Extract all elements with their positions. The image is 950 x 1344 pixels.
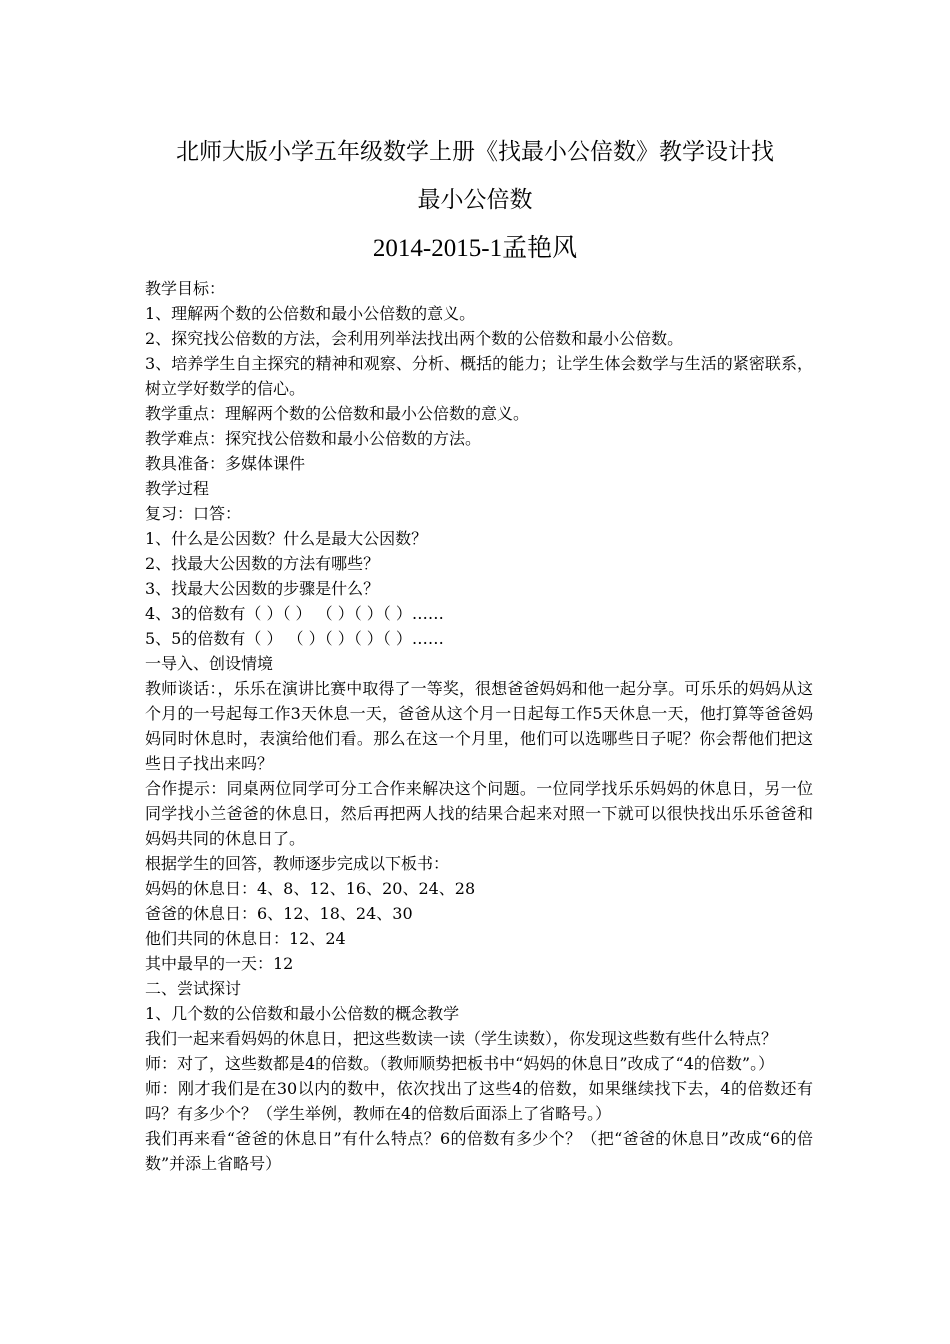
paragraph-teacher-talk: 教师谈话：，乐乐在演讲比赛中取得了一等奖，很想爸爸妈妈和他一起分享。可乐乐的妈妈从这个月的一号起每工作3天休息一天，爸爸从这个月一日起每工作5天休息一天，他打算等爸爸妈妈同时休息时，表演给他们看。那么在这一个月里，他们可以选哪些日子呢？你会帮他们把这些日子找出来吗？ <box>145 679 813 773</box>
paragraph-materials: 教具准备：多媒体课件 <box>145 454 306 473</box>
document-body <box>145 276 813 1176</box>
paragraph-goal-2: 2、探究找公倍数的方法，会利用列举法找出两个数的公倍数和最小公倍数。 <box>145 329 684 348</box>
paragraph-concept-heading: 1、几个数的公倍数和最小公倍数的概念教学 <box>145 1004 460 1023</box>
paragraph-review-q1: 1、什么是公因数？什么是最大公因数？ <box>145 529 428 548</box>
paragraph-review-q5: 5、5的倍数有（ ） （ ）（ ）（ ）（ ）…… <box>145 629 444 648</box>
paragraph-read-numbers: 我们一起来看妈妈的休息日，把这些数读一读（学生读数），你发现这些数有些什么特点？ <box>145 1029 778 1048</box>
paragraph-review-heading: 复习：口答： <box>145 504 242 523</box>
paragraph-continue-finding: 师：刚才我们是在30以内的数中，依次找出了这些4的倍数，如果继续找下去，4的倍数还有吗？有多少个？（学生举例，教师在4的倍数后面添上了省略号。） <box>145 1079 813 1123</box>
document-title-line-2: 最小公倍数 <box>417 187 533 213</box>
paragraph-difficulty: 教学难点：探究找公倍数和最小公倍数的方法。 <box>145 429 482 448</box>
paragraph-review-q4: 4、3的倍数有（ ）（ ） （ ）（ ）（ ）…… <box>145 604 444 623</box>
paragraph-process-heading: 教学过程 <box>145 479 210 498</box>
document-subtitle: 2014-2015-1孟艳风 <box>372 235 578 262</box>
paragraph-common-rest-days: 他们共同的休息日：12、24 <box>145 929 346 948</box>
paragraph-goal-1: 1、理解两个数的公倍数和最小公倍数的意义。 <box>145 304 476 323</box>
paragraph-mom-rest-days: 妈妈的休息日：4、8、12、16、20、24、28 <box>145 879 476 898</box>
paragraph-earliest-day: 其中最早的一天：12 <box>145 954 294 973</box>
paragraph-dad-rest-days: 爸爸的休息日：6、12、18、24、30 <box>145 904 413 923</box>
paragraph-cooperation-hint: 合作提示：同桌两位同学可分工合作来解决这个问题。一位同学找乐乐妈妈的休息日，另一位同学找小兰爸爸的休息日，然后再把两人找的结果合起来对照一下就可以很快找出乐乐爸爸和妈妈共同的休息日了。 <box>145 779 813 848</box>
paragraph-board-intro: 根据学生的回答，教师逐步完成以下板书： <box>145 854 450 873</box>
paragraph-review-q2: 2、找最大公因数的方法有哪些？ <box>145 554 380 573</box>
paragraph-goal-3: 3、培养学生自主探究的精神和观察、分析、概括的能力；让学生体会数学与生活的紧密联系，树立学好数学的信心。 <box>145 354 813 398</box>
paragraph-dad-multiples-of-6: 我们再来看“爸爸的休息日”有什么特点？6的倍数有多少个？（把“爸爸的休息日”改成“6的倍数”并添上省略号） <box>145 1129 813 1173</box>
document-title-line-1: 北师大版小学五年级数学上册《找最小公倍数》教学设计找 <box>176 139 774 165</box>
paragraph-section-1-heading: 一导入、创设情境 <box>145 654 274 673</box>
paragraph-multiples-of-4: 师：对了，这些数都是4的倍数。（教师顺势把板书中“妈妈的休息日”改成了“4的倍数”。） <box>145 1054 775 1073</box>
paragraph-goals-heading: 教学目标： <box>145 279 226 298</box>
paragraph-key-point: 教学重点：理解两个数的公倍数和最小公倍数的意义。 <box>145 404 530 423</box>
paragraph-review-q3: 3、找最大公因数的步骤是什么？ <box>145 579 380 598</box>
paragraph-section-2-heading: 二、尝试探讨 <box>145 979 242 998</box>
